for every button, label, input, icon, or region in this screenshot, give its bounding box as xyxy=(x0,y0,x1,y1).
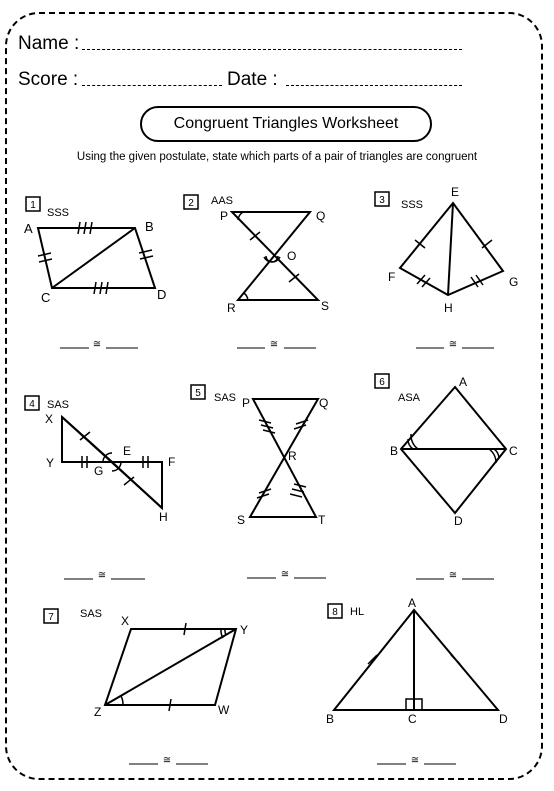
tick-mark xyxy=(90,222,92,234)
vertex-label: A xyxy=(24,221,33,236)
vertex-label: 7 xyxy=(48,612,54,623)
vertex-label: Z xyxy=(94,705,102,719)
vertex-label: F xyxy=(388,270,396,284)
hourglass-figure xyxy=(232,212,318,300)
bowtie-figure xyxy=(250,399,318,517)
tick-mark xyxy=(78,222,80,234)
vertex-label: P xyxy=(220,209,229,223)
vertex-label: D xyxy=(499,712,508,726)
name-label: Name : xyxy=(18,33,80,54)
tick-mark xyxy=(184,623,186,635)
vertex-label: ≅ xyxy=(448,570,458,581)
vertex-label: A xyxy=(459,375,468,389)
problem-1 xyxy=(24,197,166,350)
vertex-label: D xyxy=(454,514,463,528)
problem-5 xyxy=(191,385,328,580)
date-label: Date : xyxy=(227,69,278,90)
vertex-label: Q xyxy=(316,209,326,223)
vertex-label: ≅ xyxy=(92,339,102,350)
tick-mark xyxy=(422,278,430,287)
vertex-label: H xyxy=(444,301,453,315)
score-label: Score : xyxy=(18,69,79,90)
vertex-label: G xyxy=(509,275,519,289)
tick-mark xyxy=(451,655,460,664)
vertex-label: W xyxy=(218,703,230,717)
vertex-label: X xyxy=(121,614,130,628)
tick-mark xyxy=(296,420,308,424)
problem-6 xyxy=(375,374,518,581)
vertex-label: Y xyxy=(240,623,249,637)
vertex-label: 4 xyxy=(29,399,35,410)
problem-4 xyxy=(25,396,175,581)
problem-number: 1 xyxy=(30,200,36,211)
isosceles-triangle-figure xyxy=(334,610,498,710)
tick-mark xyxy=(94,282,96,294)
problem-7 xyxy=(44,608,248,766)
vertex-label: C xyxy=(408,712,417,726)
vertex-label: P xyxy=(242,396,251,410)
vertex-label: S xyxy=(321,299,330,313)
figure-stroke xyxy=(238,212,243,220)
kite-figure xyxy=(400,203,503,295)
figure-stroke xyxy=(489,449,496,463)
tick-mark xyxy=(106,282,108,294)
vertex-label: ≅ xyxy=(280,569,290,580)
vertex-label: Y xyxy=(46,456,55,470)
vertex-label: F xyxy=(168,455,176,469)
vertex-label: X xyxy=(45,412,54,426)
instructions: Using the given postulate, state which parts of a pair of triangles are congruent xyxy=(76,151,478,163)
vertex-label: B xyxy=(145,219,154,234)
figure-stroke xyxy=(406,699,422,710)
vertex-label: E xyxy=(123,444,132,458)
vertex-label: SSS xyxy=(401,199,424,211)
worksheet-title: Congruent Triangles Worksheet xyxy=(140,106,432,142)
problem-2 xyxy=(184,195,329,350)
vertex-label: D xyxy=(157,287,167,302)
parallelogram-figure xyxy=(38,228,155,288)
vertex-label: B xyxy=(390,444,399,458)
figure-stroke xyxy=(121,696,123,705)
vertex-label: AAS xyxy=(211,195,234,207)
vertex-label: R xyxy=(227,301,236,315)
vertex-label: 2 xyxy=(188,198,194,209)
vertex-label: 5 xyxy=(195,388,201,399)
vertex-label: 8 xyxy=(332,607,338,618)
vertex-label: SAS xyxy=(80,608,103,620)
vertex-label: 6 xyxy=(379,377,385,388)
tick-mark xyxy=(169,699,171,711)
postulate-label: SSS xyxy=(47,207,70,219)
tick-mark xyxy=(140,256,153,259)
vertex-label: HL xyxy=(350,606,365,618)
figure-stroke xyxy=(244,293,248,300)
vertex-label: A xyxy=(408,596,417,610)
vertex-label: T xyxy=(318,513,326,527)
vertex-label: R xyxy=(288,449,297,463)
vertex-label: O xyxy=(287,249,297,263)
tick-mark xyxy=(290,494,302,497)
tick-mark xyxy=(417,275,425,284)
vertex-label: S xyxy=(237,513,246,527)
vertex-label: H xyxy=(159,510,168,524)
tick-mark xyxy=(84,222,86,234)
problem-8 xyxy=(326,596,508,766)
vertex-label: ≅ xyxy=(162,755,172,766)
vertex-label: ≅ xyxy=(269,339,279,350)
vertex-label: 3 xyxy=(379,195,385,206)
vertex-label: Q xyxy=(319,396,329,410)
vertex-label: SAS xyxy=(47,399,70,411)
vertex-label: ≅ xyxy=(448,339,458,350)
vertex-label: C xyxy=(509,444,518,458)
vertex-label: ≅ xyxy=(97,570,107,581)
vertex-label: C xyxy=(41,290,51,305)
vertex-label: E xyxy=(451,185,460,199)
vertex-label: ASA xyxy=(398,392,421,404)
parallelogram-figure xyxy=(105,629,236,705)
problem-3 xyxy=(375,185,518,350)
tick-mark xyxy=(139,250,152,253)
vertex-label: G xyxy=(94,464,104,478)
vertex-label: ≅ xyxy=(410,755,420,766)
tick-mark xyxy=(100,282,102,294)
vertex-label: SAS xyxy=(214,392,237,404)
vertex-label: B xyxy=(326,712,335,726)
